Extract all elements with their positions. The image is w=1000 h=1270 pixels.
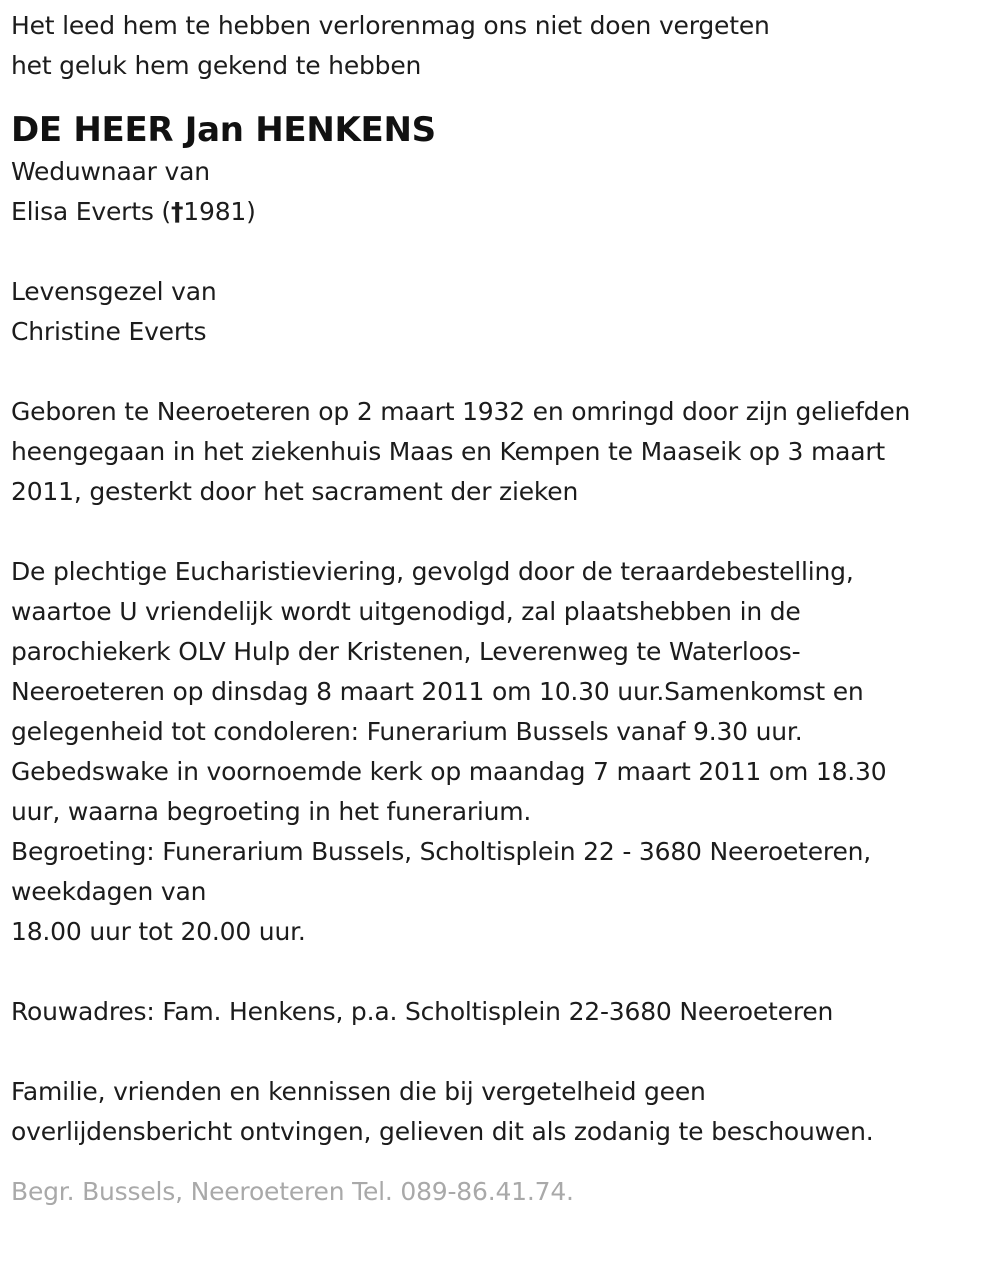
family-notice <box>11 1072 988 1152</box>
deceased-name: DE HEER Jan HENKENS <box>11 110 436 150</box>
cross-icon: † <box>170 197 184 226</box>
spacer <box>11 1032 988 1072</box>
partner-section <box>11 272 988 352</box>
paragraph-line: uur, waarna begroeting in het funerarium. <box>11 797 532 826</box>
address-line: Rouwadres: Fam. Henkens, p.a. Scholtisplein 22-3680 Neeroeteren <box>11 997 834 1026</box>
spouse-name <box>11 192 988 232</box>
paragraph-line: Geboren te Neeroeteren op 2 maart 1932 en omringd door zijn geliefden <box>11 397 911 426</box>
partner-label: Levensgezel van <box>11 277 217 306</box>
spouse-death-year: 1981) <box>183 197 256 226</box>
paragraph-line: Familie, vrienden en kennissen die bij vergetelheid geen <box>11 1077 706 1106</box>
ceremony-paragraph <box>11 552 988 952</box>
paragraph-line: heengegaan in het ziekenhuis Maas en Kempen te Maaseik op 3 maart <box>11 437 886 466</box>
paragraph-line: waartoe U vriendelijk wordt uitgenodigd, zal plaatshebben in de <box>11 597 801 626</box>
spacer <box>11 512 988 552</box>
spouse-name-text: Elisa Everts ( <box>11 197 171 226</box>
intro-quote <box>11 6 988 86</box>
paragraph-line: 2011, gesterkt door het sacrament der zieken <box>11 477 579 506</box>
widower-section <box>11 152 988 232</box>
spacer <box>11 352 988 392</box>
paragraph-line: gelegenheid tot condoleren: Funerarium Bussels vanaf 9.30 uur. <box>11 717 803 746</box>
partner-name: Christine Everts <box>11 317 207 346</box>
paragraph-line: 18.00 uur tot 20.00 uur. <box>11 917 306 946</box>
intro-line: het geluk hem gekend te hebben <box>11 51 422 80</box>
funeral-home-footer: Begr. Bussels, Neeroeteren Tel. 089-86.41.74. <box>11 1177 574 1206</box>
paragraph-line: weekdagen van <box>11 877 207 906</box>
paragraph-line: Neeroeteren op dinsdag 8 maart 2011 om 10.30 uur.Samenkomst en <box>11 677 864 706</box>
birth-death-paragraph <box>11 392 988 512</box>
paragraph-line: Begroeting: Funerarium Bussels, Scholtisplein 22 - 3680 Neeroeteren, <box>11 837 872 866</box>
mourning-address <box>11 992 988 1032</box>
widower-label: Weduwnaar van <box>11 157 210 186</box>
intro-line: Het leed hem te hebben verlorenmag ons niet doen vergeten <box>11 11 770 40</box>
paragraph-line: Gebedswake in voornoemde kerk op maandag 7 maart 2011 om 18.30 <box>11 757 887 786</box>
paragraph-line: De plechtige Eucharistieviering, gevolgd door de teraardebestelling, <box>11 557 854 586</box>
paragraph-line: overlijdensbericht ontvingen, gelieven dit als zodanig te beschouwen. <box>11 1117 874 1146</box>
spacer <box>11 952 988 992</box>
paragraph-line: parochiekerk OLV Hulp der Kristenen, Leverenweg te Waterloos- <box>11 637 801 666</box>
spacer <box>11 232 988 272</box>
